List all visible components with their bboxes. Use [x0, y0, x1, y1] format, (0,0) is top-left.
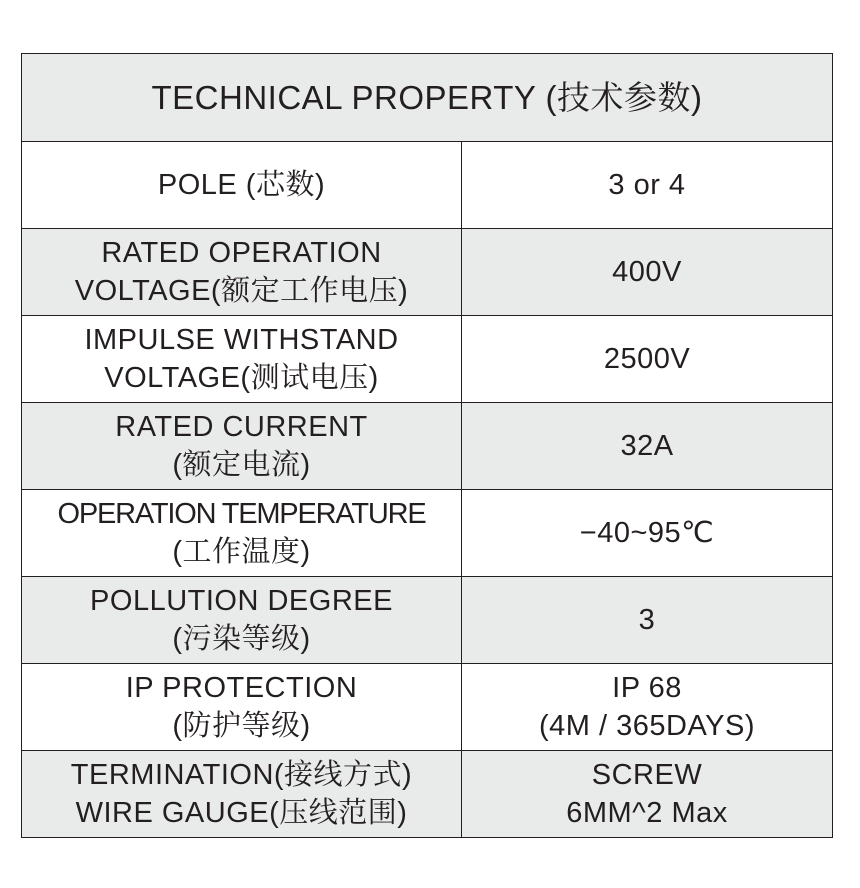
value-cell — [462, 664, 833, 751]
property-label: WIRE GAUGE(压线范围) — [75, 797, 408, 829]
property-value: 3 or 4 — [608, 169, 686, 201]
table-title: TECHNICAL PROPERTY (技术参数) — [22, 54, 833, 142]
value-cell — [462, 577, 833, 664]
property-cell — [22, 316, 462, 403]
property-value: 2500V — [603, 343, 691, 375]
table-row-rated-operation-voltage — [22, 229, 833, 316]
property-value: 400V — [612, 256, 682, 288]
property-label: OPERATION TEMPERATURE — [57, 498, 426, 530]
property-value: SCREW — [591, 759, 703, 791]
property-label: VOLTAGE(测试电压) — [104, 362, 379, 394]
property-label: RATED OPERATION — [101, 237, 382, 269]
table-row-pole — [22, 142, 833, 229]
value-cell — [462, 229, 833, 316]
property-value: IP 68 — [612, 672, 682, 704]
property-label: TERMINATION(接线方式) — [70, 759, 413, 791]
property-label: (污染等级) — [172, 623, 311, 655]
value-cell — [462, 316, 833, 403]
property-cell — [22, 229, 462, 316]
table-header-row — [22, 54, 833, 142]
value-cell — [462, 142, 833, 229]
property-cell — [22, 142, 462, 229]
value-cell — [462, 490, 833, 577]
table-row-pollution-degree — [22, 577, 833, 664]
property-value: −40~95℃ — [579, 517, 715, 549]
property-label: RATED CURRENT — [115, 411, 368, 443]
property-label: IMPULSE WITHSTAND — [84, 324, 399, 356]
property-cell — [22, 577, 462, 664]
property-label: (防护等级) — [172, 710, 311, 742]
property-cell — [22, 664, 462, 751]
property-cell — [22, 751, 462, 838]
property-value: 6MM^2 Max — [566, 797, 728, 829]
technical-property-table — [21, 53, 833, 838]
value-cell — [462, 751, 833, 838]
value-cell — [462, 403, 833, 490]
property-label: (工作温度) — [172, 536, 311, 568]
property-label: POLLUTION DEGREE — [90, 585, 393, 617]
property-cell — [22, 490, 462, 577]
table-row-rated-current — [22, 403, 833, 490]
property-label: POLE (芯数) — [157, 169, 326, 201]
property-label: (额定电流) — [172, 449, 311, 481]
table-row-ip-protection — [22, 664, 833, 751]
property-value: 32A — [620, 430, 674, 462]
property-cell — [22, 403, 462, 490]
table-row-impulse-withstand-voltage — [22, 316, 833, 403]
property-value: (4M / 365DAYS) — [539, 710, 755, 742]
property-label: IP PROTECTION — [125, 672, 358, 704]
table-row-operation-temperature — [22, 490, 833, 577]
property-label: VOLTAGE(额定工作电压) — [74, 275, 409, 307]
table-row-termination-wire-gauge — [22, 751, 833, 838]
property-value: 3 — [638, 604, 656, 636]
